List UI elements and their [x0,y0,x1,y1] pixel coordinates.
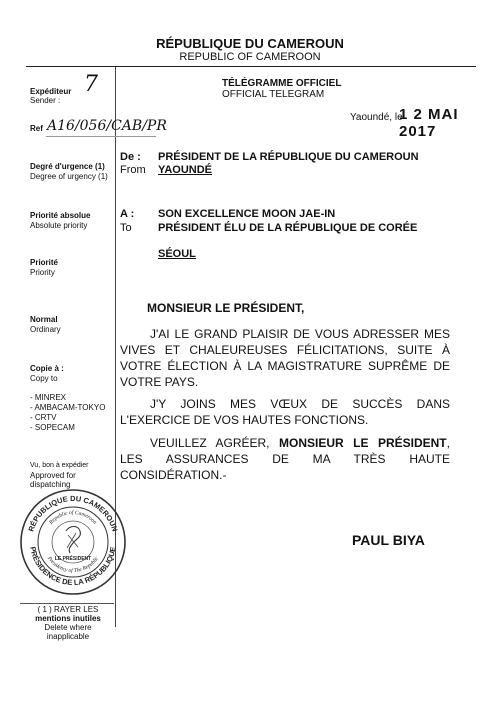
date-stamp: 1 2 MAI 2017 [399,106,459,140]
ref-value: A16/056/CAB/PR [47,118,167,134]
dispatch-label-fr: Vu, bon à expédier [30,462,89,469]
body-paragraph-1 [120,326,450,390]
seal-center: LE PRÉSIDENT [54,556,92,562]
to-label-en: To [120,222,132,234]
from-label-fr: De : [120,151,141,163]
copy-item: - AMBACAM-TOKYO [30,403,106,412]
from-line1: PRÉSIDENT DE LA RÉPUBLIQUE DU CAMEROUN [158,151,419,163]
to-line1: SON EXCELLENCE MOON JAE-IN [158,208,336,220]
priority-absolute-label-fr: Priorité absolue [30,211,91,220]
svg-text:PRÉSIDENCE DE LA RÉPUBLIQUE [28,546,117,587]
telegram-type-fr: TÉLÉGRAMME OFFICIEL [222,78,342,89]
footnote-line2: mentions inutiles [35,614,101,623]
republic-title-fr: RÉPUBLIQUE DU CAMEROUN [156,36,344,51]
normal-label-en: Ordinary [30,325,61,334]
copy-item: - MINREX [30,393,66,402]
to-label-fr: A : [120,208,135,220]
republic-title-en: REPUBLIC OF CAMEROON [179,51,321,63]
from-line2: YAOUNDÉ [158,164,212,176]
priority-absolute-label-en: Absolute priority [30,221,88,230]
salutation: MONSIEUR LE PRÉSIDENT, [147,301,305,315]
ref-underline [46,136,156,137]
place-label: Yaoundé, le [350,112,403,123]
ref-label: Ref [30,124,43,133]
signature-name: PAUL BIYA [352,532,425,548]
normal-label-fr: Normal [30,315,58,324]
to-city: SÉOUL [158,248,196,260]
presidential-seal [18,487,128,597]
urgency-label-fr: Degré d'urgence (1) [30,162,105,171]
sender-label-en: Sender : [30,96,61,105]
priority-label-fr: Priorité [30,258,59,267]
urgency-label-en: Degree of urgency (1) [30,172,108,181]
telegram-type-en: OFFICIAL TELEGRAM [222,89,325,100]
header-rule [26,66,476,67]
copy-item: - SOPECAM [30,423,75,432]
copy-item: - CRTV [30,413,57,422]
seal-inner-top: Republic of Cameroon [48,509,98,526]
dispatch-label-en-1: Approved for [30,471,76,480]
footnote-line4: inapplicable [46,632,90,641]
priority-label-en: Priority [30,268,55,277]
body-paragraph-3 [120,435,450,483]
seal-inner-bottom: Presidency of The Republic [45,555,101,575]
to-line2: PRÉSIDENT ÉLU DE LA RÉPUBLIQUE DE CORÉE [158,222,418,234]
copy-label-fr: Copie à : [30,364,64,373]
seal-outer-bottom: PRÉSIDENCE DE LA RÉPUBLIQUE [28,545,118,588]
body-paragraph-2 [120,396,450,428]
body-paragraph-2-text: J'Y JOINS MES VŒUX DE SUCCÈS DANS L'EXERCICE DE VOS HAUTES FONCTIONS. [120,397,450,427]
copy-label-en: Copy to [30,374,58,383]
sender-label-fr: Expéditeur [30,87,72,96]
from-label-en: From [120,164,146,176]
body-paragraph-1-text: J'AI LE GRAND PLAISIR DE VOUS ADRESSER MES VIVES ET CHALEUREUSES FÉLICITATIONS, SUITE À VOTRE ÉLECTION À LA MAGISTRATURE SUPRÊME DE VOTRE PAYS. [120,327,450,389]
dispatch-label-en-2: dispatching [30,480,71,489]
body-paragraph-3-a: VEUILLEZ AGRÉER, [150,436,279,450]
sender-handwritten: 7 [84,72,98,97]
footnote-rule [20,603,114,604]
footnote-line1: ( 1 ) RAYER LES [37,605,99,614]
seal-outer-top: RÉPUBLIQUE DU CAMEROUN [26,493,120,533]
body-paragraph-3-c: , LES ASSURANCES DE MA TRÈS HAUTE CONSIDÉRATION.- [120,436,450,482]
body-paragraph-3-b: MONSIEUR LE PRÉSIDENT [279,436,447,450]
footnote-line3: Delete where [44,623,92,632]
